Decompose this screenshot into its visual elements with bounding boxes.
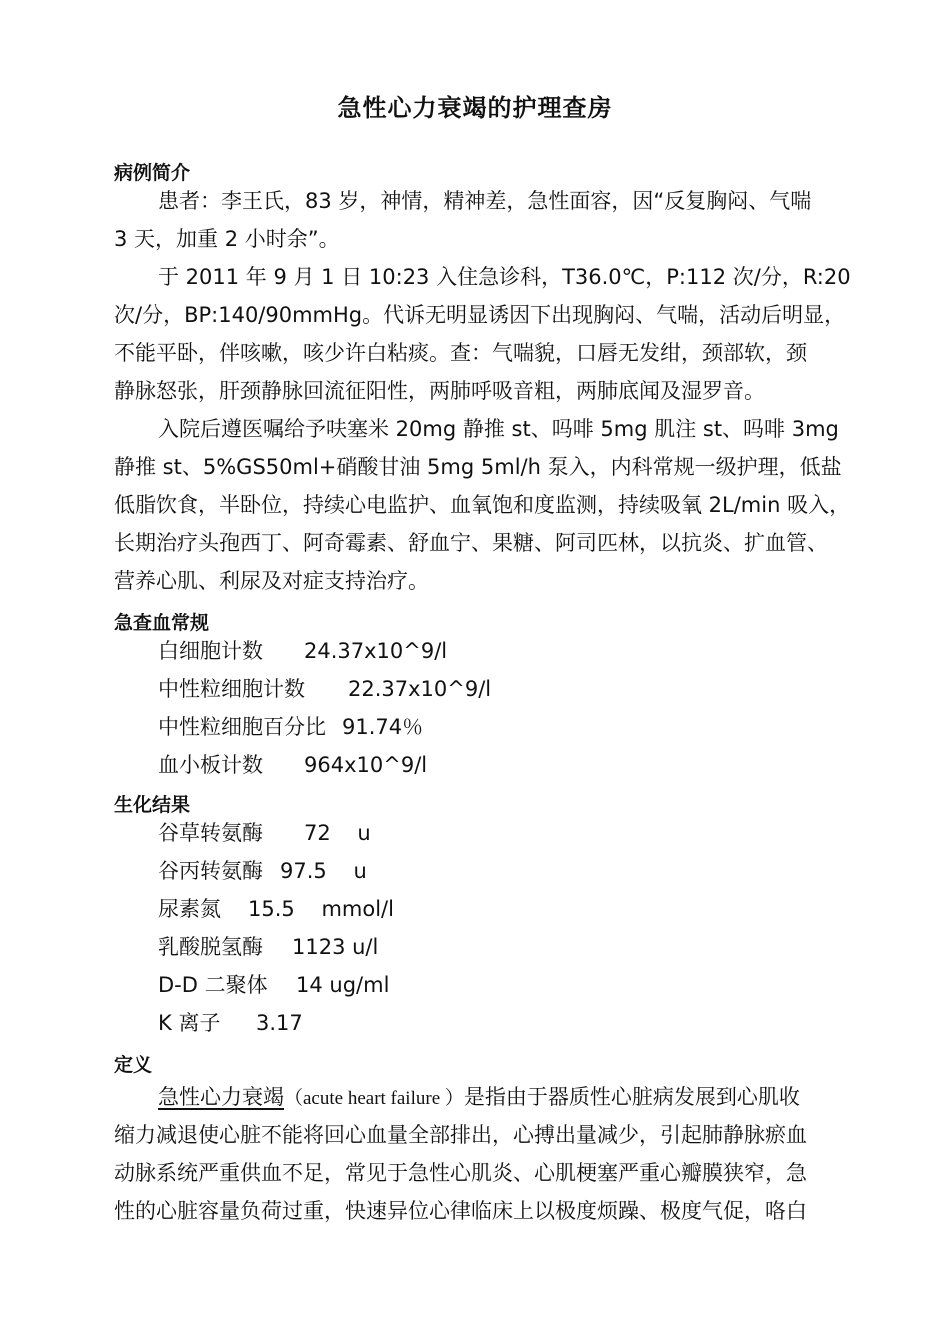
paragraph-line: 低脂饮食，半卧位，持续心电监护、血氧饱和度监测，持续吸氧 2L/min 吸入， — [114, 493, 851, 517]
lab-result-value: 72 u — [304, 821, 371, 845]
paragraph-line: 患者：李王氏，83 岁，神情，精神差，急性面容，因“反复胸闷、气喘 — [158, 189, 812, 213]
lab-result-value: 22.37x10^9/l — [348, 677, 492, 701]
paragraph-line: 静推 st、5%GS50ml+硝酸甘油 5mg 5ml/h 泵入，内科常规一级护理，低盐 — [114, 455, 842, 479]
paragraph-line: 于 2011 年 9 月 1 日 10:23 入住急诊科，T36.0℃，P:112 次/分，R:20 — [158, 265, 851, 289]
lab-result-value: 964x10^9/l — [304, 753, 428, 777]
lab-result-label: 中性粒细胞计数 — [158, 677, 305, 701]
lab-result-row — [158, 818, 371, 848]
document-title: 急性心力衰竭的护理查房 — [337, 94, 613, 122]
lab-result-row — [158, 932, 378, 962]
lab-result-row — [158, 636, 447, 666]
paragraph-line: 静脉怒张，肝颈静脉回流征阳性，两肺呼吸音粗，两肺底闻及湿罗音。 — [114, 379, 765, 403]
defined-term: 急性心力衰竭 — [158, 1085, 284, 1109]
lab-result-row — [158, 1008, 303, 1038]
paragraph-line: 不能平卧，伴咳嗽，咳少许白粘痰。查：气喘貌，口唇无发绀，颈部软，颈 — [114, 341, 807, 365]
lab-result-value: 97.5 u — [280, 859, 367, 883]
paragraph-line: 次/分，BP:140/90mmHg。代诉无明显诱因下出现胸闷、气喘，活动后明显， — [114, 303, 846, 327]
lab-result-label: 血小板计数 — [158, 753, 263, 777]
definition-text: 是指由于器质性心脏病发展到心肌收 — [463, 1085, 800, 1109]
lab-result-label: K 离子 — [158, 1011, 221, 1035]
paragraph-line: 长期治疗头孢西丁、阿奇霉素、舒血宁、果糖、阿司匹林，以抗炎、扩血管、 — [114, 531, 828, 555]
lab-result-label: 尿素氮 — [158, 897, 221, 921]
lab-result-value: 24.37x10^9/l — [304, 639, 448, 663]
paragraph-line — [158, 1082, 800, 1114]
paragraph-line: 3 天，加重 2 小时余”。 — [114, 227, 340, 251]
lab-result-label: 谷丙转氨酶 — [158, 859, 263, 883]
lab-result-value: 91.74％ — [342, 715, 424, 739]
lab-result-row — [158, 712, 423, 742]
section-heading-definition: 定义 — [114, 1054, 153, 1076]
lab-result-label: 中性粒细胞百分比 — [158, 715, 326, 739]
lab-result-value: 3.17 — [256, 1011, 303, 1035]
section-heading-blood-routine: 急查血常规 — [114, 612, 210, 634]
lab-result-value: 1123 u/l — [292, 935, 379, 959]
lab-result-value: 14 ug/ml — [296, 973, 390, 997]
section-heading-biochem: 生化结果 — [114, 794, 191, 816]
lab-result-row — [158, 856, 367, 886]
paragraph-line: 性的心脏容量负荷过重，快速异位心律临床上以极度烦躁、极度气促，咯白 — [114, 1199, 807, 1223]
lab-result-label: 乳酸脱氢酶 — [158, 935, 263, 959]
lab-result-label: 谷草转氨酶 — [158, 821, 263, 845]
defined-term-english: （acute heart failure ） — [284, 1088, 464, 1109]
paragraph-line: 入院后遵医嘱给予呋塞米 20mg 静推 st、吗啡 5mg 肌注 st、吗啡 3mg — [158, 417, 839, 441]
paragraph-line: 缩力减退使心脏不能将回心血量全部排出，心搏出量减少，引起肺静脉瘀血 — [114, 1123, 807, 1147]
paragraph-line: 动脉系统严重供血不足，常见于急性心肌炎、心肌梗塞严重心瓣膜狭窄，急 — [114, 1161, 807, 1185]
lab-result-label: D-D 二聚体 — [158, 973, 268, 997]
lab-result-value: 15.5 mmol/l — [248, 897, 394, 921]
lab-result-row — [158, 894, 394, 924]
lab-result-row — [158, 970, 389, 1000]
lab-result-row — [158, 674, 491, 704]
section-heading-case-intro: 病例简介 — [114, 162, 191, 184]
paragraph-line: 营养心肌、利尿及对症支持治疗。 — [114, 569, 429, 593]
lab-result-row — [158, 750, 427, 780]
lab-result-label: 白细胞计数 — [158, 639, 263, 663]
